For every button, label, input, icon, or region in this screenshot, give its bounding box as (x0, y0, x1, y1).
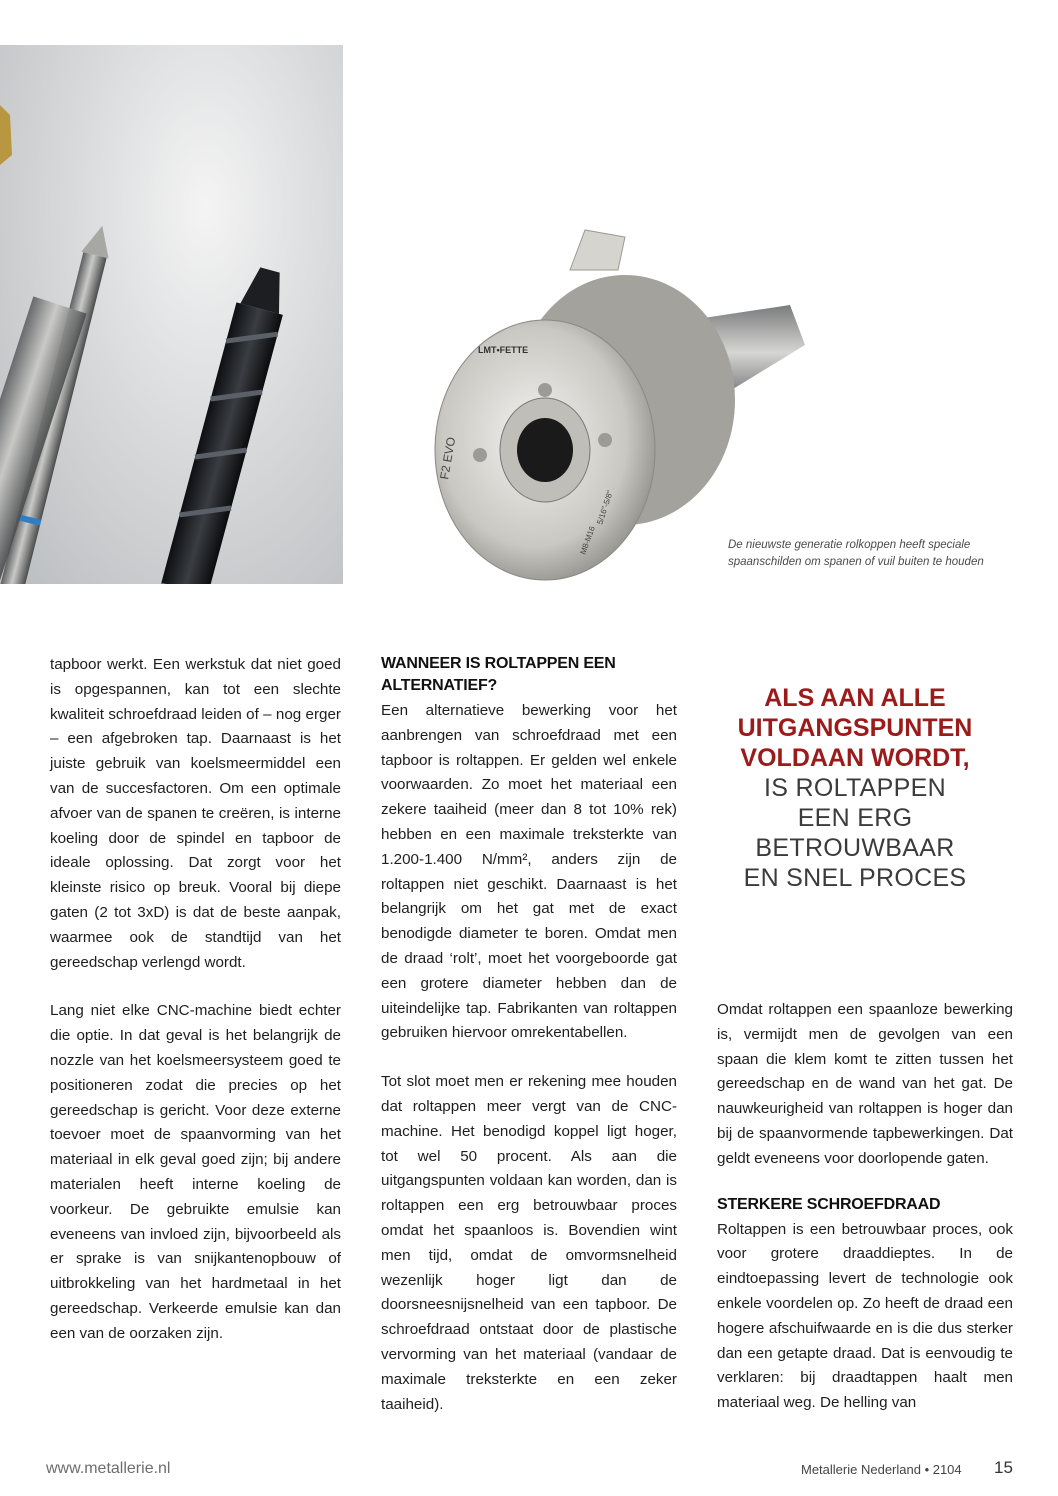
pull-quote-bold-line: UITGANGSPUNTEN (737, 714, 973, 742)
website-link[interactable]: www.metallerie.nl (46, 1460, 171, 1477)
pull-quote-line: BETROUWBAAR (755, 834, 955, 862)
pull-quote (706, 683, 1004, 893)
paragraph-spacer (717, 1172, 1013, 1194)
pull-quote-bold-line: VOLDAAN WORDT, (740, 744, 970, 772)
tap-drill-photo (0, 45, 343, 584)
pull-quote-line: EEN ERG (797, 804, 913, 832)
column1-paragraph-2: Lang niet elke CNC-machine biedt echter die optie. In dat geval is het belangrijk de nozzle van het koelsmeersysteem goed te positioneren zodat die precies op het gereedschap is gericht. Voor deze externe toevoer moet de spaanvorming van het materiaal in elk geval goed zijn; bij andere materialen heeft interne koeling de voorkeur. De gebruikte emulsie kan eveneens van invloed zijn, bijvoorbeeld als er sprake is van snijkantenopbouw of uitbrokkeling van het hardmetaal in het gereedschap. Verkeerde emulsie kan dan een van de oorzaken zijn. (50, 1002, 341, 1342)
column2-paragraph-1: Een alternatieve bewerking voor het aanbrengen van schroefdraad met een tapboor is roltappen. Er gelden wel enkele voorwaarden. Zo moet het materiaal een zekere taaiheid (meer dan 8 tot 10% rek) hebben en een maximale treksterkte van 1.200-1.400 N/mm², anders zijn de roltappen niet geschikt. Daarnaast is het belangrijk om het gat met de exact benodigde diameter te boren. Omdat men de draad ‘rolt’, moet het voorgeboorde gat een grotere diameter hebben dan de uiteindelijke tap. Fabrikanten van roltappen gebruiken hiervoor omrekentabellen. (381, 702, 677, 1042)
column3-paragraph-2: Roltappen is een betrouwbaar proces, ook voor grotere draaddieptes. In de eindtoepassing levert de technologie ook enkele voordelen op. Zo heeft de draad een hogere afschuifwaarde en is die dus sterker dan een getapte draad. Dat is eenvoudig te verklaren: bij draadtappen haalt men materiaal weg. De helling van (717, 1220, 1013, 1412)
section-heading-sterkere-schroefdraad: STERKERE SCHROEFDRAAD (717, 1195, 941, 1213)
body-column-1 (50, 653, 341, 1347)
paragraph-spacer (381, 1046, 677, 1070)
pull-quote-line: IS ROLTAPPEN (764, 774, 946, 802)
body-column-2 (381, 653, 677, 1417)
paragraph-spacer (50, 975, 341, 999)
model-label: F2 EVO (437, 436, 459, 481)
column1-paragraph-1: tapboor werkt. Een werkstuk dat niet goed is opgespannen, kan tot een slechte kwaliteit schroefdraad leiden of – nog erger – een afgebroken tap. Daarnaast is het juiste gebruik van koelsmeermiddel een van de succesfactoren. Om een optimale afvoer van de spanen te creëren, is interne koeling door de spindel en tapboor de ideale oplossing. Dat zorgt voor het kleinste risico op breuk. Vooral bij diepe gaten (2 tot 3xD) is dat de beste aanpak, waarmee ook de standtijd van het gereedschap verlengd wordt. (50, 656, 341, 971)
pull-quote-line: EN SNEL PROCES (743, 864, 967, 892)
size-metric-label: M8-M16 (578, 525, 597, 556)
tap-drill-illustration (0, 45, 343, 584)
body-column-3 (717, 998, 1013, 1416)
size-inch-label: 5/16"-5/8" (595, 489, 615, 526)
column3-paragraph-1: Omdat roltappen een spaanloze bewerking is, vermijdt men de gevolgen van een spaan die klem komt te zitten tussen het gereedschap en de wand van het gat. De nauwkeurigheid van roltappen is hoger dan bij de spaanvormende tapbewerkingen. Dat geldt eveneens voor doorlopende gaten. (717, 1001, 1013, 1167)
brand-label: LMT•FETTE (478, 345, 529, 355)
publication-issue: Metallerie Nederland • 2104 (801, 1462, 962, 1477)
column2-paragraph-2: Tot slot moet men er rekening mee houden dat roltappen meer vergt van de CNC-machine. Het benodigd koppel ligt hoger, tot wel 50 procent. Als aan die uitgangspunten voldaan kan worden, dan is roltappen een erg betrouwbaar proces omdat het spaanloos is. Bovendien wint men tijd, omdat de omvormsnelheid wezenlijk hoger ligt dan de doorsneesnijsnelheid van een tapboor. De schroefdraad ontstaat door de plastische vervorming van het materiaal (vandaar de maximale treksterkte en een zeker taaiheid). (381, 1073, 677, 1413)
pull-quote-bold-line: ALS AAN ALLE (764, 684, 946, 712)
section-heading-alternatief: WANNEER IS ROLTAPPEN EEN ALTERNATIEF? (381, 655, 616, 694)
page-number: 15 (994, 1458, 1013, 1477)
photo-caption: De nieuwste generatie rolkoppen heeft speciale spaanschilden om spanen of vuil buiten te houden (728, 539, 984, 568)
